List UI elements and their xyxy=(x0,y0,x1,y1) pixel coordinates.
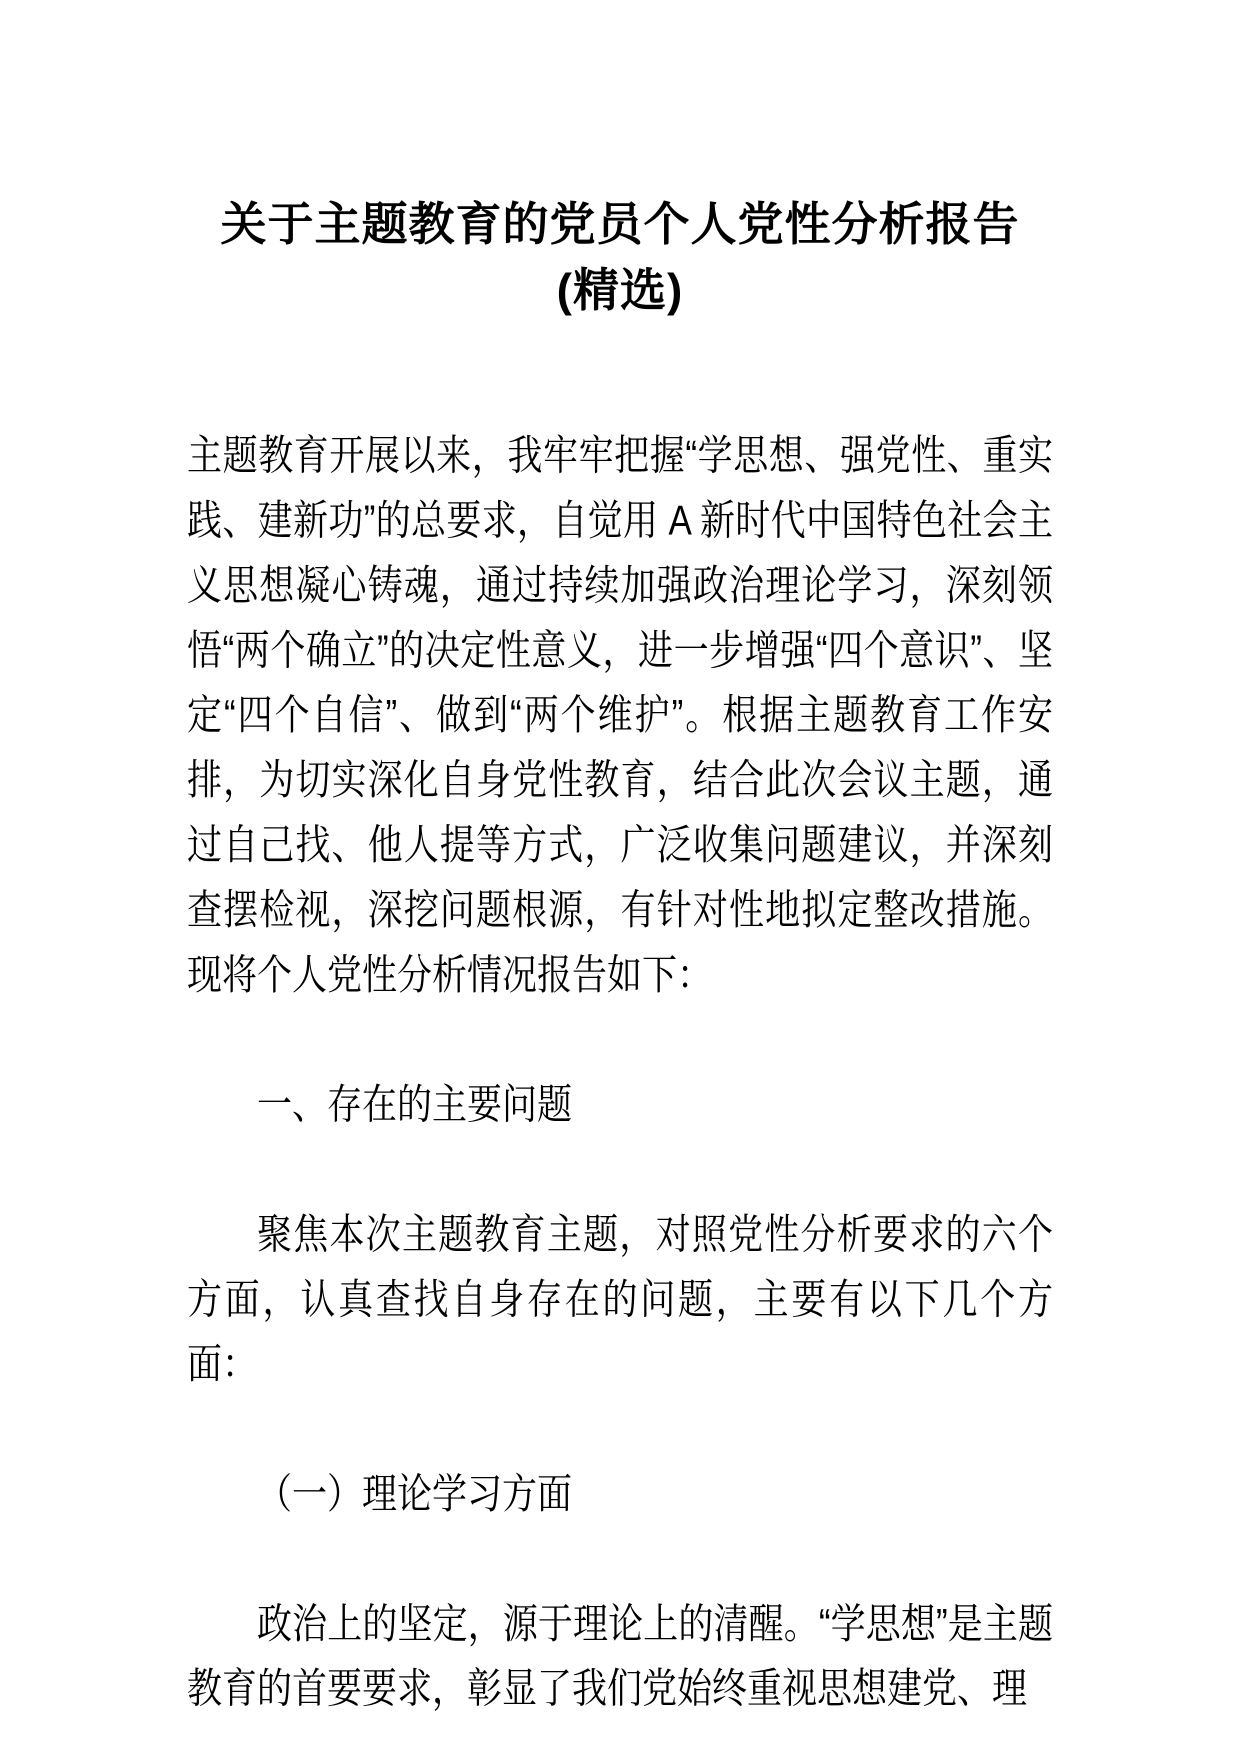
subsection-heading-theory-study: （一）理论学习方面 xyxy=(257,1471,573,1518)
section-heading-main-problems: 一、存在的主要问题 xyxy=(257,1081,573,1128)
document-title-line-2: (精选) xyxy=(556,263,684,316)
document-title xyxy=(187,191,1053,323)
paragraph-theory-study-truncated: 政治上的坚定，源于理论上的清醒。“学思想”是主题教育的首要要求，彰显了我们党始终重视思想建党、理 xyxy=(187,1600,1054,1712)
opening-paragraph: 主题教育开展以来，我牢牢把握“学思想、强党性、重实践、建新功”的总要求，自觉用 A 新时代中国特色社会主义思想凝心铸魂，通过持续加强政治理论学习，深刻领悟“两个确立”的决定性意义，进一步增强“四个意识”、坚定“四个自信”、做到“两个维护”。根据主题教育工作安排，为切实深化自身党性教育，结合此次会议主题，通过自己找、他人提等方式，广泛收集问题建议，并深刻查摆检视，深挖问题根源，有针对性地拟定整改措施。现将个人党性分析情况报告如下： xyxy=(187,432,1053,998)
document-title-line-1: 关于主题教育的党员个人党性分析报告 xyxy=(220,197,1020,250)
document-body xyxy=(187,354,1053,1722)
paragraph-problem-overview: 聚焦本次主题教育主题，对照党性分析要求的六个方面，认真查找自身存在的问题，主要有以下几个方面： xyxy=(187,1211,1053,1388)
